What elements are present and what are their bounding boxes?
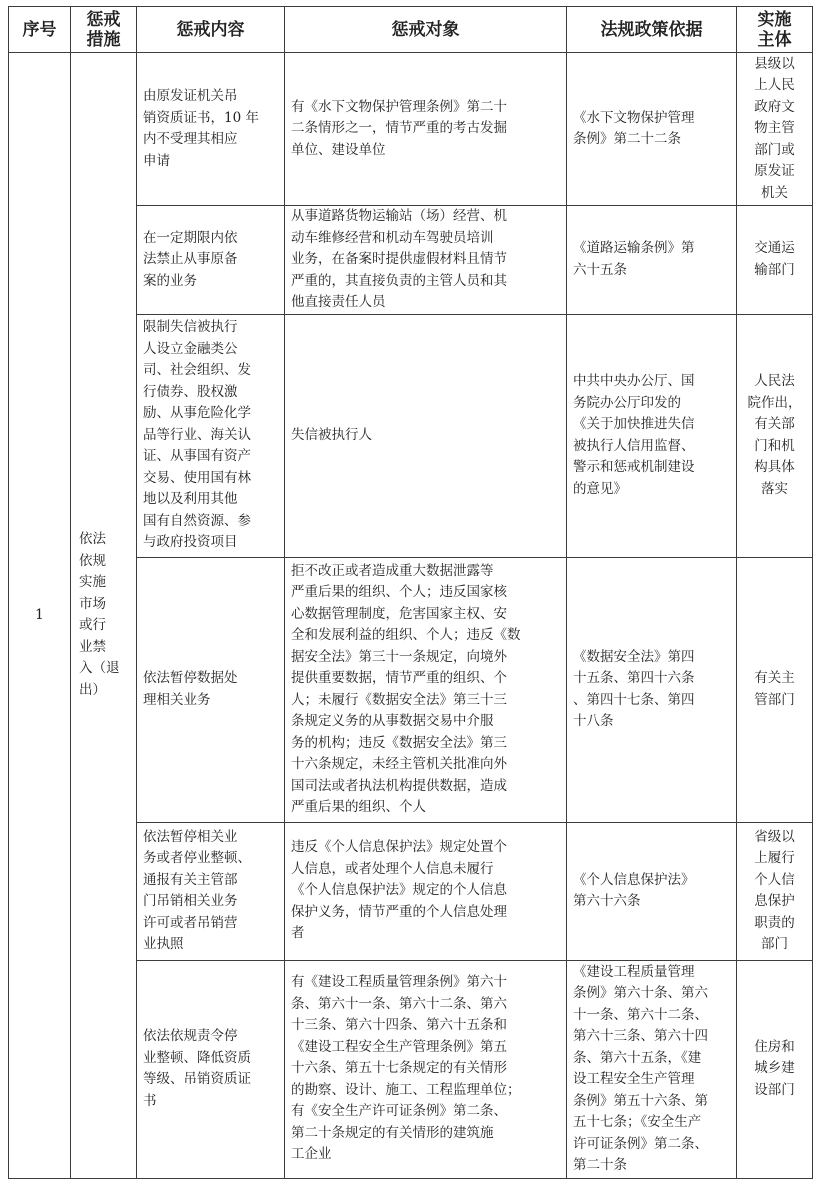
target-cell: 有《水下文物保护管理条例》第二十 二条情形之一，情节严重的考古发掘 单位、建设单位: [285, 53, 567, 206]
header-target: 惩戒对象: [285, 7, 567, 53]
basis-cell: 《水下文物保护管理 条例》第二十二条: [567, 53, 737, 206]
subject-cell: 交通运 输部门: [737, 206, 813, 315]
subject-cell: 住房和 城乡建 设部门: [737, 960, 813, 1178]
table-row: [9, 53, 813, 206]
basis-cell: 《个人信息保护法》 第六十六条: [567, 822, 737, 960]
content-cell: 依法依规责令停 业整顿、降低资质 等级、吊销资质证 书: [137, 960, 285, 1178]
basis-cell: 《建设工程质量管理 条例》第六十条、第六 十一条、第六十二条、 第六十三条、第六十四 条、第六十五条，《建 设工程安全生产管理 条例》第五十六条、第 五十七条；《安全生产 许可证条例》第二条、 第二十条: [567, 960, 737, 1178]
target-cell: 违反《个人信息保护法》规定处置个 人信息，或者处理个人信息未履行 《个人信息保护法》规定的个人信息 保护义务，情节严重的个人信息处理 者: [285, 822, 567, 960]
punishment-measures-table: [8, 6, 813, 1179]
content-cell: 依法暂停相关业 务或者停业整顿、 通报有关主管部 门吊销相关业务 许可或者吊销营 业执照: [137, 822, 285, 960]
target-cell: 从事道路货物运输站（场）经营、机 动车维修经营和机动车驾驶员培训 业务，在备案时提供虚假材料且情节 严重的，其直接负责的主管人员和其 他直接责任人员: [285, 206, 567, 315]
subject-cell: 人民法 院作出， 有关部 门和机 构具体 落实: [737, 314, 813, 557]
basis-cell: 《数据安全法》第四 十五条、第四十六条 、第四十七条、第四 十八条: [567, 557, 737, 822]
content-cell: 由原发证机关吊 销资质证书，10 年 内不受理其相应 申请: [137, 53, 285, 206]
subject-cell: 县级以 上人民 政府文 物主管 部门或 原发证 机关: [737, 53, 813, 206]
header-measure: 惩戒 措施: [71, 7, 137, 53]
header-basis: 法规政策依据: [567, 7, 737, 53]
basis-cell: 中共中央办公厅、国 务院办公厅印发的 《关于加快推进失信 被执行人信用监督、 警示和惩戒机制建设 的意见》: [567, 314, 737, 557]
header-row: [9, 7, 813, 53]
subject-cell: 有关主 管部门: [737, 557, 813, 822]
header-seq: 序号: [9, 7, 71, 53]
seq-cell: 1: [9, 53, 71, 1179]
header-content: 惩戒内容: [137, 7, 285, 53]
target-cell: 拒不改正或者造成重大数据泄露等 严重后果的组织、个人；违反国家核 心数据管理制度，危害国家主权、安 全和发展利益的组织、个人；违反《数 据安全法》第三十一条规定，向境外 提供重要数据，情节严重的组织、个 人；未履行《数据安全法》第三十三 条规定义务的从事数据交易中介服 务的机构；违反《数据安全法》第三 十六条规定，未经主管机关批准向外 国司法或者执法机构提供数据，造成 严重后果的组织、个人: [285, 557, 567, 822]
subject-cell: 省级以 上履行 个人信 息保护 职责的 部门: [737, 822, 813, 960]
target-cell: 失信被执行人: [285, 314, 567, 557]
content-cell: 限制失信被执行 人设立金融类公 司、社会组织、发 行债券、股权激 励、从事危险化学 品等行业、海关认 证、从事国有资产 交易、使用国有林 地以及利用其他 国有自然资源、参 与政府投资项目: [137, 314, 285, 557]
content-cell: 依法暂停数据处 理相关业务: [137, 557, 285, 822]
basis-cell: 《道路运输条例》第 六十五条: [567, 206, 737, 315]
measure-cell: 依法 依规 实施 市场 或行 业禁 入（退 出）: [71, 53, 137, 1179]
header-subject: 实施 主体: [737, 7, 813, 53]
content-cell: 在一定期限内依 法禁止从事原备 案的业务: [137, 206, 285, 315]
target-cell: 有《建设工程质量管理条例》第六十 条、第六十一条、第六十二条、第六 十三条、第六十四条、第六十五条和 《建设工程安全生产管理条例》第五 十六条、第五十七条规定的有关情形 的勘察、设计、施工、工程监理单位； 有《安全生产许可证条例》第二条、 第二十条规定的有关情形的建筑施 工企业: [285, 960, 567, 1178]
